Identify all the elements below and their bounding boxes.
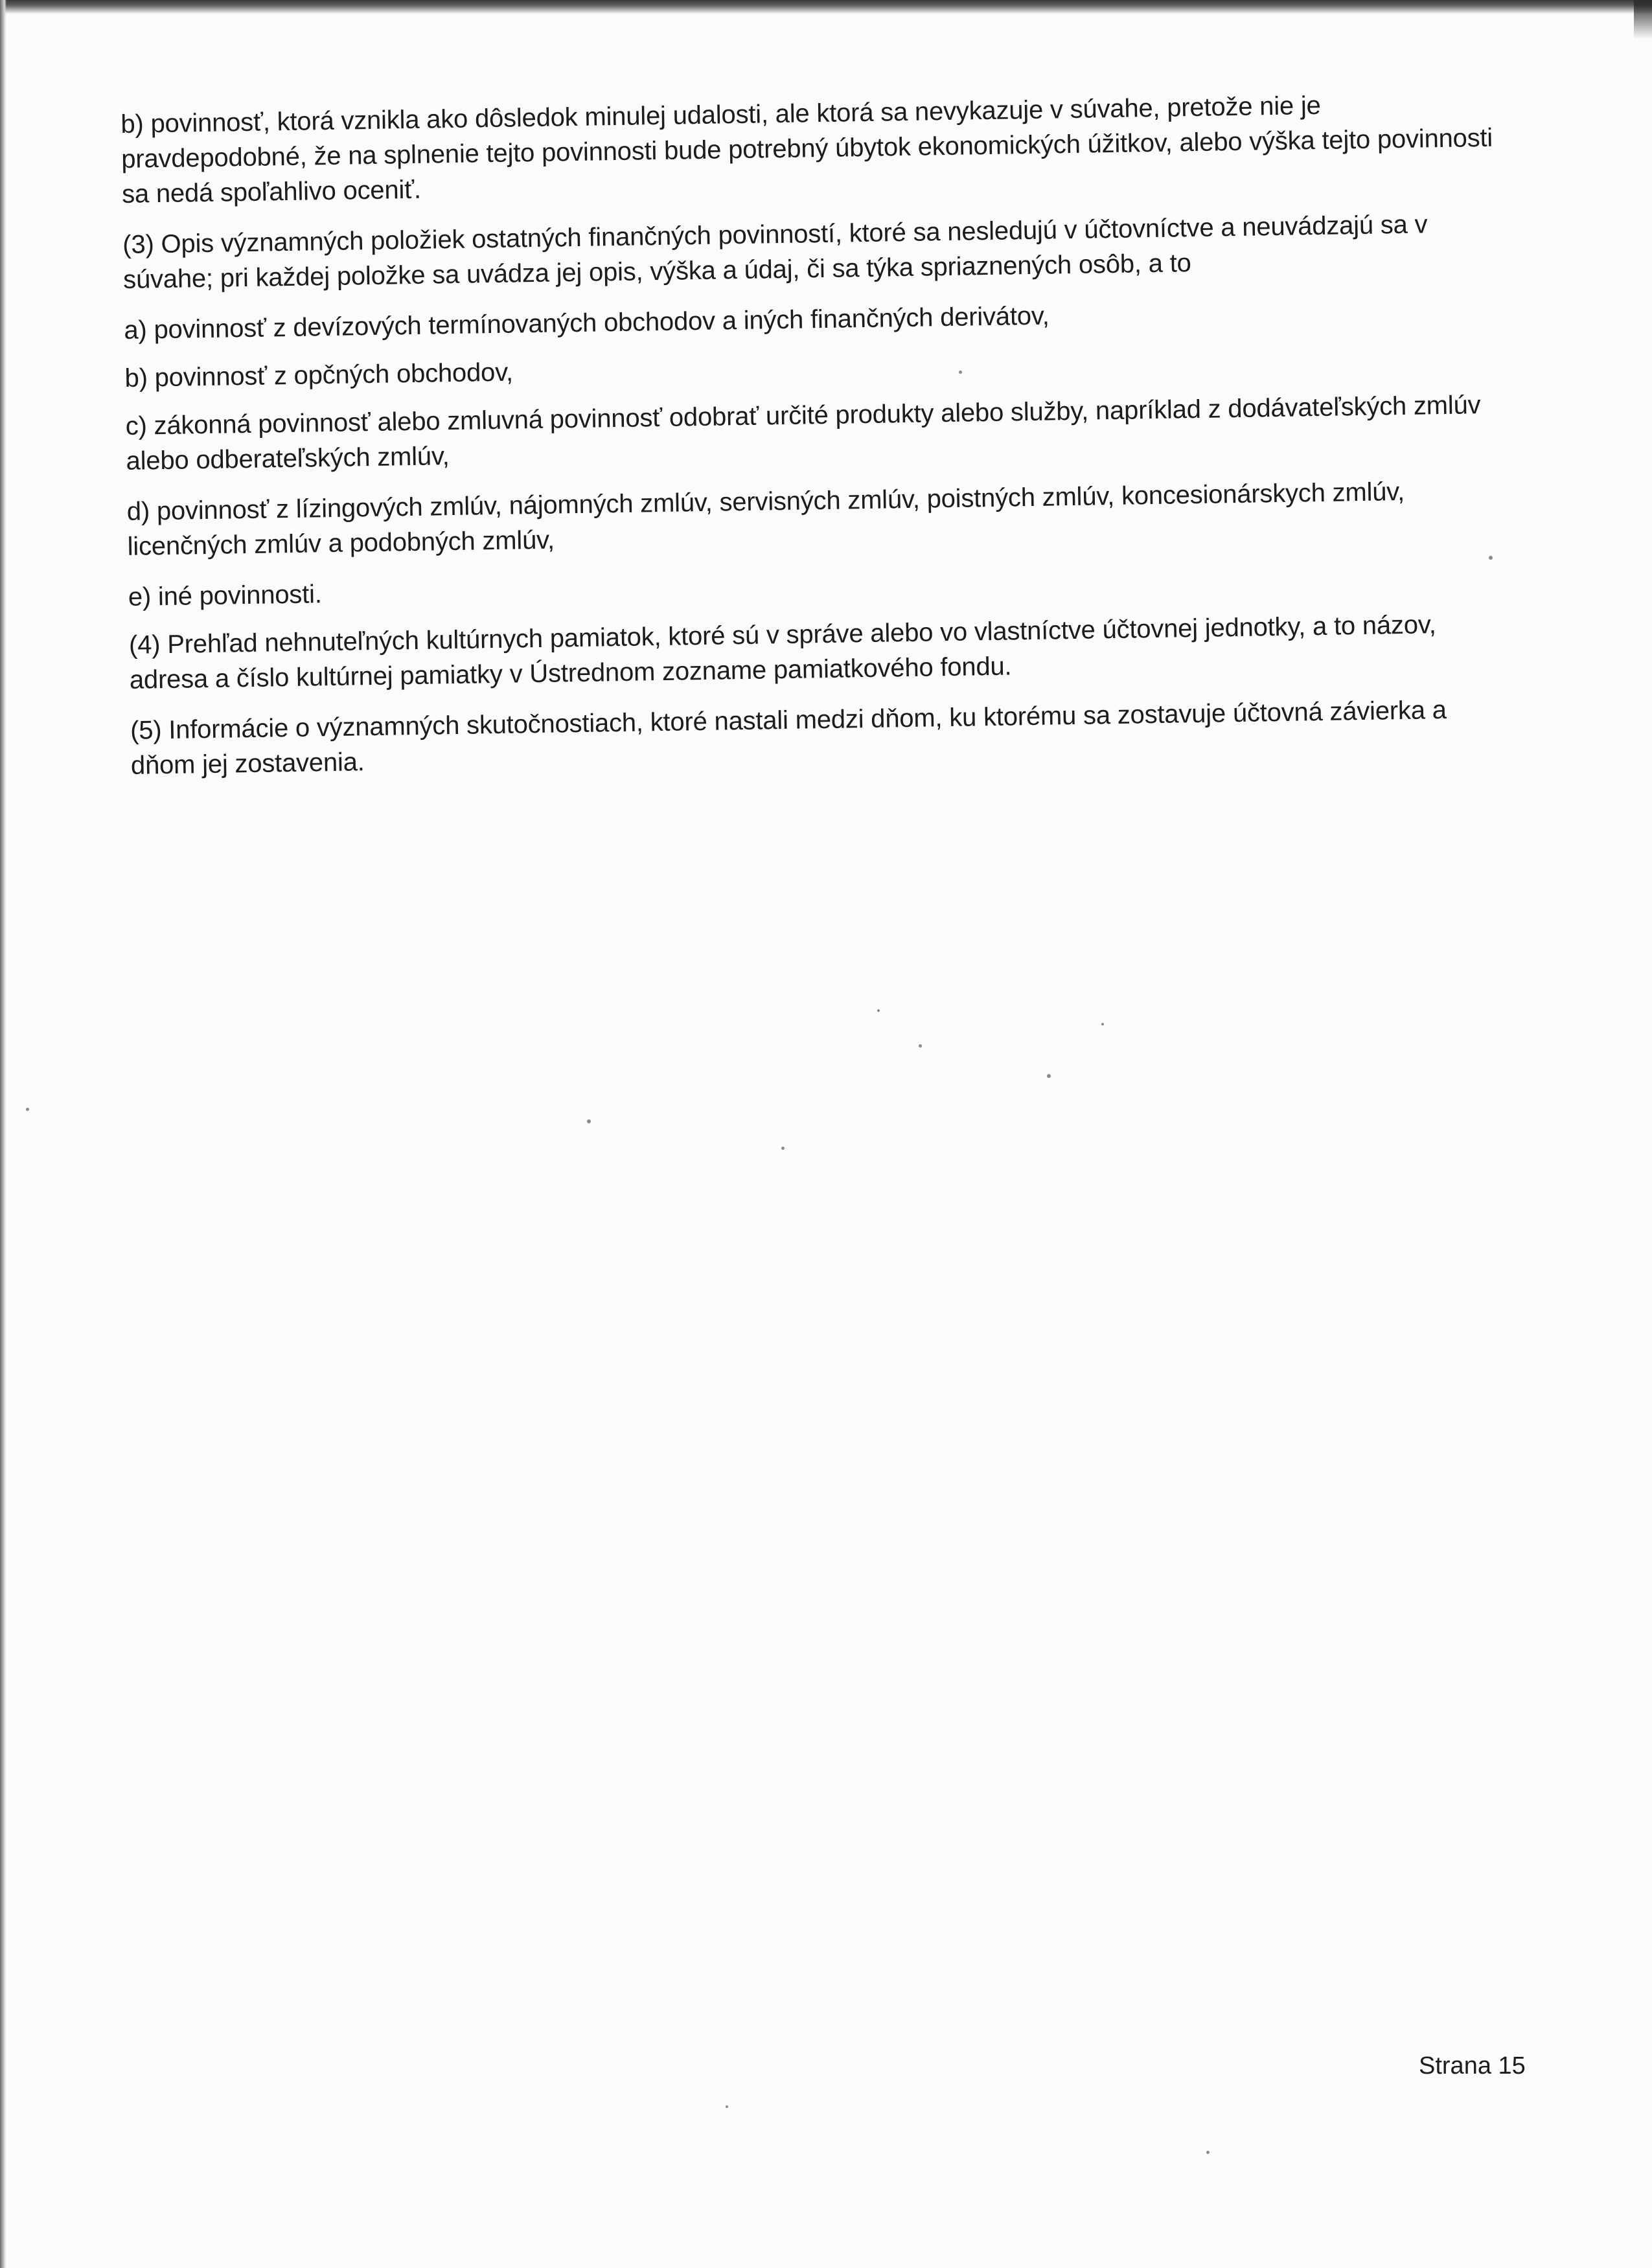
scan-speck [781,1147,785,1150]
scan-speck [1101,1023,1104,1025]
scan-speck [919,1044,922,1048]
paragraph-4-cultural-monuments: (4) Prehľad nehnuteľných kultúrnych pamiatok, ktoré sú v správe alebo vo vlastníctve účtovnej jednotky, a to názov, adresa a číslo kultúrnej pamiatky v Ústrednom zozname pamiatkového fondu. [128,610,1436,694]
scan-speck [877,1009,880,1012]
scan-border-right [1634,0,1652,39]
list-item-a: a) povinnosť z devízových termínovaných obchodov a iných finančných derivátov, [124,301,1050,345]
body-text [120,86,1511,799]
scan-speck [726,2105,728,2108]
page-number: Strana 15 [1419,2052,1526,2079]
scan-speck [1206,2151,1210,2154]
scan-speck [26,1108,29,1111]
scan-speck [1047,1074,1051,1078]
scan-speck [959,371,962,374]
scan-speck [587,1119,591,1123]
scan-speck [1489,556,1493,560]
scan-border-left [0,0,6,2268]
list-item-d: d) povinnosť z lízingových zmlúv, nájomných zmlúv, servisných zmlúv, poistných zmlúv, koncesionárskych zmlúv, licenčných zmlúv a podobných zmlúv, [126,477,1405,561]
paragraph-b-obligation: b) povinnosť, ktorá vznikla ako dôsledok minulej udalosti, ale ktorá sa nevykazuje v súvahe, pretože nie je pravdepodobné, že na splnenie tejto povinnosti bude potrebný úbytok ekonomických úžitkov, alebo výška tejto povinnosti sa nedá spoľahlivo oceniť. [120,91,1493,209]
list-item-e: e) iné povinnosti. [128,580,323,612]
paragraph-3-financial-obligations: (3) Opis významných položiek ostatných finančných povinností, ktoré sa nesledujú v účtovníctve a neuvádzajú sa v súvahe; pri každej položke sa uvádza jej opis, výška a údaj, či sa týka spriaznených osôb, a to [122,210,1428,294]
scan-border-top [0,0,1652,14]
list-item-b: b) povinnosť z opčných obchodov, [124,358,514,393]
list-item-c: c) zákonná povinnosť alebo zmluvná povinnosť odobrať určité produkty alebo služby, napríklad z dodávateľských zmlúv alebo odberateľských zmlúv, [125,391,1481,475]
paragraph-5-subsequent-events: (5) Informácie o významných skutočnostiach, ktoré nastali medzi dňom, ku ktorému sa zostavuje účtovná závierka a dňom jej zostavenia. [130,695,1447,780]
